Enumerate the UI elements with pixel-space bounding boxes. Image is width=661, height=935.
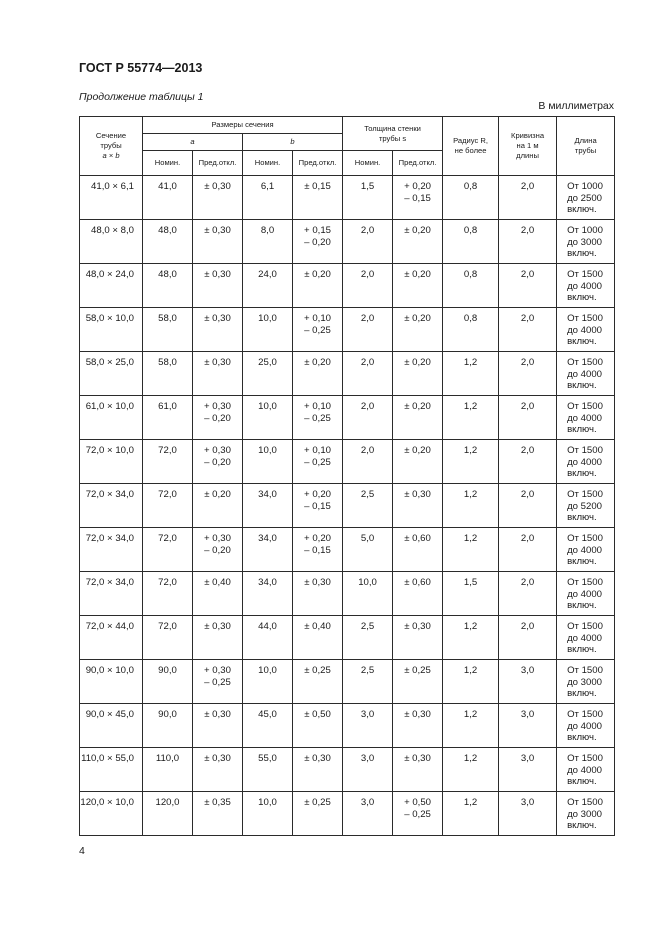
cell-a-deviation-line: + 0,30	[204, 533, 231, 544]
cell-length-line: От 1500	[567, 401, 603, 412]
cell-b-deviation-line: + 0,20	[304, 533, 331, 544]
cell-length-line: От 1500	[567, 665, 603, 676]
cell-b-deviation	[293, 528, 343, 572]
cell-section: 90,0 × 45,0	[80, 704, 143, 748]
cell-length-line: до 3000	[567, 676, 603, 688]
cell-section: 72,0 × 34,0	[80, 528, 143, 572]
cell-a-deviation-line: ± 0,35	[204, 797, 231, 808]
cell-a-nominal: 120,0	[143, 792, 193, 836]
cell-length	[557, 352, 615, 396]
cell-radius: 1,2	[443, 748, 499, 792]
cell-b-deviation-line: + 0,15	[304, 225, 331, 236]
cell-b-nominal: 8,0	[243, 220, 293, 264]
cell-b-nominal: 45,0	[243, 704, 293, 748]
cell-s-nominal: 2,0	[343, 396, 393, 440]
cell-b-nominal: 25,0	[243, 352, 293, 396]
cell-s-nominal: 2,5	[343, 616, 393, 660]
cell-curvature: 2,0	[499, 572, 557, 616]
cell-a-nominal: 72,0	[143, 440, 193, 484]
table-row	[80, 704, 615, 748]
cell-b-deviation-line: ± 0,25	[304, 797, 331, 808]
standard-title: ГОСТ Р 55774—2013	[79, 61, 203, 75]
cell-b-deviation-line: – 0,15	[304, 544, 331, 556]
cell-b-deviation	[293, 616, 343, 660]
cell-s-deviation-line: – 0,25	[404, 808, 431, 820]
cell-length-line: до 4000	[567, 720, 603, 732]
cell-curvature: 2,0	[499, 308, 557, 352]
cell-section: 90,0 × 10,0	[80, 660, 143, 704]
header-wall-thickness: Толщина стенки трубы s	[343, 117, 443, 151]
cell-length-line: От 1500	[567, 577, 603, 588]
cell-radius: 1,2	[443, 484, 499, 528]
cell-b-nominal: 10,0	[243, 660, 293, 704]
cell-length-line: От 1500	[567, 445, 603, 456]
cell-s-deviation	[393, 176, 443, 220]
table-row	[80, 440, 615, 484]
cell-a-deviation-line: + 0,30	[204, 665, 231, 676]
cell-radius: 1,2	[443, 616, 499, 660]
cell-a-deviation-line: ± 0,30	[204, 709, 231, 720]
cell-a-deviation-line: + 0,30	[204, 401, 231, 412]
cell-section: 61,0 × 10,0	[80, 396, 143, 440]
cell-b-nominal: 24,0	[243, 264, 293, 308]
cell-length	[557, 176, 615, 220]
cell-a-nominal: 72,0	[143, 616, 193, 660]
cell-a-nominal: 72,0	[143, 572, 193, 616]
cell-s-nominal: 2,0	[343, 264, 393, 308]
cell-a-deviation-line: – 0,20	[204, 456, 231, 468]
cell-s-deviation	[393, 528, 443, 572]
cell-length-line: до 3000	[567, 808, 603, 820]
cell-s-deviation-line: ± 0,60	[404, 533, 431, 544]
cell-length-line: до 5200	[567, 500, 603, 512]
header-section: Сечение трубы a × b	[80, 117, 143, 176]
table-continuation-caption: Продолжение таблицы 1	[79, 91, 204, 103]
cell-length-line: до 2500	[567, 192, 603, 204]
cell-b-deviation	[293, 660, 343, 704]
header-s-nominal: Номин.	[343, 151, 393, 176]
cell-length-line: включ.	[567, 776, 597, 787]
cell-length-line: до 4000	[567, 412, 603, 424]
cell-a-deviation	[193, 484, 243, 528]
cell-s-deviation-line: ± 0,20	[404, 401, 431, 412]
cell-b-deviation-line: – 0,25	[304, 412, 331, 424]
cell-a-nominal: 72,0	[143, 528, 193, 572]
table-header	[80, 117, 615, 176]
cell-curvature: 3,0	[499, 704, 557, 748]
cell-length-line: включ.	[567, 468, 597, 479]
cell-s-deviation	[393, 660, 443, 704]
cell-s-deviation	[393, 264, 443, 308]
cell-length	[557, 440, 615, 484]
cell-length-line: до 4000	[567, 280, 603, 292]
cell-b-nominal: 10,0	[243, 396, 293, 440]
cell-radius: 1,2	[443, 704, 499, 748]
cell-b-nominal: 10,0	[243, 308, 293, 352]
header-b-nominal: Номин.	[243, 151, 293, 176]
cell-b-deviation	[293, 572, 343, 616]
cell-section: 58,0 × 25,0	[80, 352, 143, 396]
cell-b-deviation-line: + 0,10	[304, 445, 331, 456]
cell-s-deviation-line: + 0,20	[404, 181, 432, 192]
cell-s-nominal: 3,0	[343, 792, 393, 836]
cell-s-deviation	[393, 572, 443, 616]
cell-a-deviation-line: ± 0,30	[204, 313, 231, 324]
cell-b-deviation	[293, 440, 343, 484]
cell-curvature: 2,0	[499, 352, 557, 396]
table-row	[80, 176, 615, 220]
cell-length-line: до 4000	[567, 632, 603, 644]
cell-length	[557, 264, 615, 308]
cell-b-deviation	[293, 264, 343, 308]
cell-length-line: От 1500	[567, 621, 603, 632]
cell-radius: 1,2	[443, 396, 499, 440]
cell-length	[557, 396, 615, 440]
table-row	[80, 572, 615, 616]
cell-a-deviation-line: ± 0,30	[204, 225, 231, 236]
cell-radius: 1,2	[443, 660, 499, 704]
table-body	[80, 176, 615, 836]
cell-s-deviation-line: – 0,15	[404, 192, 431, 204]
cell-b-deviation-line: ± 0,30	[304, 753, 331, 764]
cell-a-nominal: 48,0	[143, 264, 193, 308]
cell-a-deviation	[193, 792, 243, 836]
cell-length-line: включ.	[567, 512, 597, 523]
cell-b-deviation-line: ± 0,30	[304, 577, 331, 588]
header-b-deviation: Пред.откл.	[293, 151, 343, 176]
cell-b-deviation-line: – 0,15	[304, 500, 331, 512]
dimensions-table	[79, 116, 615, 836]
cell-length-line: включ.	[567, 204, 597, 215]
header-radius: Радиус R, не более	[443, 117, 499, 176]
cell-length-line: От 1500	[567, 709, 603, 720]
cell-length-line: включ.	[567, 248, 597, 259]
cell-b-deviation	[293, 396, 343, 440]
cell-s-deviation	[393, 440, 443, 484]
cell-curvature: 3,0	[499, 792, 557, 836]
cell-length-line: включ.	[567, 820, 597, 831]
cell-s-deviation-line: ± 0,30	[404, 621, 431, 632]
cell-b-deviation	[293, 484, 343, 528]
cell-section: 48,0 × 24,0	[80, 264, 143, 308]
cell-a-deviation	[193, 264, 243, 308]
cell-radius: 0,8	[443, 264, 499, 308]
cell-curvature: 2,0	[499, 484, 557, 528]
cell-a-deviation	[193, 176, 243, 220]
cell-length-line: От 1000	[567, 225, 603, 236]
cell-b-deviation-line: ± 0,20	[304, 269, 331, 280]
cell-radius: 1,2	[443, 352, 499, 396]
cell-curvature: 2,0	[499, 396, 557, 440]
table-row	[80, 660, 615, 704]
cell-s-nominal: 2,0	[343, 440, 393, 484]
cell-length-line: От 1000	[567, 181, 603, 192]
cell-curvature: 2,0	[499, 176, 557, 220]
header-section-sizes: Размеры сечения	[143, 117, 343, 134]
cell-a-nominal: 41,0	[143, 176, 193, 220]
cell-b-nominal: 34,0	[243, 528, 293, 572]
cell-radius: 1,2	[443, 528, 499, 572]
cell-a-deviation-line: + 0,30	[204, 445, 231, 456]
cell-a-deviation	[193, 704, 243, 748]
cell-section: 41,0 × 6,1	[80, 176, 143, 220]
header-a-deviation: Пред.откл.	[193, 151, 243, 176]
cell-s-nominal: 5,0	[343, 528, 393, 572]
cell-b-nominal: 10,0	[243, 792, 293, 836]
table-row	[80, 396, 615, 440]
cell-a-deviation	[193, 660, 243, 704]
cell-length-line: От 1500	[567, 753, 603, 764]
cell-b-nominal: 34,0	[243, 572, 293, 616]
cell-s-nominal: 10,0	[343, 572, 393, 616]
units-note: В миллиметрах	[538, 100, 614, 112]
cell-length-line: включ.	[567, 644, 597, 655]
cell-length	[557, 484, 615, 528]
cell-radius: 0,8	[443, 308, 499, 352]
cell-radius: 1,5	[443, 572, 499, 616]
cell-s-deviation-line: ± 0,25	[404, 665, 431, 676]
cell-length-line: до 4000	[567, 368, 603, 380]
cell-length-line: включ.	[567, 556, 597, 567]
cell-curvature: 2,0	[499, 528, 557, 572]
cell-radius: 1,2	[443, 792, 499, 836]
cell-length-line: до 4000	[567, 456, 603, 468]
cell-a-nominal: 58,0	[143, 308, 193, 352]
cell-b-deviation-line: – 0,25	[304, 324, 331, 336]
table-row	[80, 220, 615, 264]
cell-s-deviation	[393, 748, 443, 792]
cell-curvature: 2,0	[499, 264, 557, 308]
cell-length-line: включ.	[567, 380, 597, 391]
cell-length	[557, 704, 615, 748]
cell-b-deviation-line: ± 0,25	[304, 665, 331, 676]
cell-a-deviation	[193, 220, 243, 264]
cell-section: 48,0 × 8,0	[80, 220, 143, 264]
cell-length-line: От 1500	[567, 269, 603, 280]
cell-curvature: 2,0	[499, 440, 557, 484]
cell-a-nominal: 48,0	[143, 220, 193, 264]
cell-s-deviation-line: ± 0,60	[404, 577, 431, 588]
cell-a-nominal: 58,0	[143, 352, 193, 396]
table-row	[80, 352, 615, 396]
cell-a-deviation-line: ± 0,40	[204, 577, 231, 588]
cell-length-line: включ.	[567, 688, 597, 699]
cell-a-deviation-line: ± 0,30	[204, 621, 231, 632]
cell-section: 120,0 × 10,0	[80, 792, 143, 836]
cell-curvature: 2,0	[499, 220, 557, 264]
cell-b-deviation-line: ± 0,20	[304, 357, 331, 368]
cell-s-deviation	[393, 352, 443, 396]
cell-length-line: включ.	[567, 292, 597, 303]
cell-s-deviation-line: + 0,50	[404, 797, 432, 808]
cell-s-nominal: 2,0	[343, 352, 393, 396]
cell-s-nominal: 2,5	[343, 660, 393, 704]
cell-a-deviation	[193, 440, 243, 484]
cell-a-deviation-line: ± 0,30	[204, 269, 231, 280]
cell-section: 72,0 × 34,0	[80, 572, 143, 616]
header-s-deviation: Пред.откл.	[393, 151, 443, 176]
cell-length-line: до 4000	[567, 588, 603, 600]
cell-s-nominal: 3,0	[343, 704, 393, 748]
cell-length-line: От 1500	[567, 489, 603, 500]
cell-b-nominal: 34,0	[243, 484, 293, 528]
cell-a-deviation-line: ± 0,30	[204, 753, 231, 764]
cell-length	[557, 748, 615, 792]
cell-b-deviation	[293, 704, 343, 748]
cell-a-deviation	[193, 528, 243, 572]
cell-a-deviation-line: – 0,20	[204, 412, 231, 424]
cell-b-deviation	[293, 352, 343, 396]
cell-b-deviation-line: ± 0,15	[304, 181, 331, 192]
cell-b-deviation-line: – 0,25	[304, 456, 331, 468]
cell-a-deviation-line: ± 0,20	[204, 489, 231, 500]
table-row	[80, 264, 615, 308]
cell-b-deviation-line: + 0,20	[304, 489, 331, 500]
cell-curvature: 3,0	[499, 660, 557, 704]
cell-s-deviation	[393, 792, 443, 836]
table-row	[80, 792, 615, 836]
cell-b-deviation-line: + 0,10	[304, 401, 331, 412]
cell-section: 72,0 × 10,0	[80, 440, 143, 484]
cell-a-deviation-line: – 0,25	[204, 676, 231, 688]
cell-a-deviation-line: – 0,20	[204, 544, 231, 556]
cell-a-deviation	[193, 616, 243, 660]
cell-length-line: включ.	[567, 424, 597, 435]
header-length: Длина трубы	[557, 117, 615, 176]
cell-b-nominal: 6,1	[243, 176, 293, 220]
cell-a-nominal: 90,0	[143, 704, 193, 748]
cell-s-deviation	[393, 308, 443, 352]
table-row	[80, 748, 615, 792]
cell-length	[557, 660, 615, 704]
cell-a-nominal: 110,0	[143, 748, 193, 792]
cell-b-deviation	[293, 220, 343, 264]
cell-length-line: От 1500	[567, 313, 603, 324]
cell-b-deviation	[293, 308, 343, 352]
cell-b-deviation	[293, 176, 343, 220]
cell-a-deviation	[193, 308, 243, 352]
cell-length-line: до 3000	[567, 236, 603, 248]
cell-length-line: включ.	[567, 336, 597, 347]
cell-b-nominal: 10,0	[243, 440, 293, 484]
cell-s-deviation-line: ± 0,20	[404, 445, 431, 456]
cell-radius: 1,2	[443, 440, 499, 484]
cell-s-deviation	[393, 396, 443, 440]
cell-s-deviation	[393, 484, 443, 528]
cell-b-nominal: 44,0	[243, 616, 293, 660]
cell-a-nominal: 61,0	[143, 396, 193, 440]
cell-section: 110,0 × 55,0	[80, 748, 143, 792]
cell-curvature: 2,0	[499, 616, 557, 660]
cell-length-line: От 1500	[567, 533, 603, 544]
table-row	[80, 616, 615, 660]
cell-section: 72,0 × 44,0	[80, 616, 143, 660]
cell-b-deviation-line: ± 0,40	[304, 621, 331, 632]
cell-curvature: 3,0	[499, 748, 557, 792]
cell-a-deviation	[193, 352, 243, 396]
cell-b-nominal: 55,0	[243, 748, 293, 792]
cell-length-line: до 4000	[567, 764, 603, 776]
cell-length	[557, 220, 615, 264]
cell-a-nominal: 72,0	[143, 484, 193, 528]
cell-b-deviation	[293, 748, 343, 792]
cell-s-deviation-line: ± 0,20	[404, 269, 431, 280]
cell-s-deviation-line: ± 0,20	[404, 357, 431, 368]
cell-radius: 0,8	[443, 176, 499, 220]
table-row	[80, 308, 615, 352]
cell-s-deviation-line: ± 0,30	[404, 753, 431, 764]
cell-a-deviation	[193, 396, 243, 440]
cell-s-deviation	[393, 220, 443, 264]
cell-length-line: От 1500	[567, 797, 603, 808]
cell-a-deviation-line: ± 0,30	[204, 357, 231, 368]
cell-b-deviation	[293, 792, 343, 836]
table-row	[80, 484, 615, 528]
cell-length	[557, 528, 615, 572]
cell-s-nominal: 3,0	[343, 748, 393, 792]
cell-s-deviation-line: ± 0,20	[404, 313, 431, 324]
cell-a-nominal: 90,0	[143, 660, 193, 704]
cell-s-nominal: 2,0	[343, 220, 393, 264]
cell-s-nominal: 2,0	[343, 308, 393, 352]
cell-b-deviation-line: + 0,10	[304, 313, 331, 324]
cell-s-nominal: 2,5	[343, 484, 393, 528]
cell-a-deviation	[193, 572, 243, 616]
cell-s-deviation	[393, 616, 443, 660]
cell-length-line: включ.	[567, 732, 597, 743]
header-a: a	[143, 134, 243, 151]
table-row	[80, 528, 615, 572]
cell-radius: 0,8	[443, 220, 499, 264]
cell-length-line: до 4000	[567, 544, 603, 556]
cell-b-deviation-line: – 0,20	[304, 236, 331, 248]
cell-length	[557, 616, 615, 660]
cell-s-nominal: 1,5	[343, 176, 393, 220]
cell-a-deviation	[193, 748, 243, 792]
cell-length-line: включ.	[567, 600, 597, 611]
cell-s-deviation-line: ± 0,30	[404, 489, 431, 500]
cell-b-deviation-line: ± 0,50	[304, 709, 331, 720]
cell-length-line: до 4000	[567, 324, 603, 336]
cell-length	[557, 572, 615, 616]
header-curvature: Кривизна на 1 м длины	[499, 117, 557, 176]
cell-length	[557, 308, 615, 352]
cell-section: 58,0 × 10,0	[80, 308, 143, 352]
cell-s-deviation-line: ± 0,30	[404, 709, 431, 720]
cell-length	[557, 792, 615, 836]
cell-section: 72,0 × 34,0	[80, 484, 143, 528]
page-number: 4	[79, 845, 85, 857]
header-b: b	[243, 134, 343, 151]
cell-s-deviation-line: ± 0,20	[404, 225, 431, 236]
cell-a-deviation-line: ± 0,30	[204, 181, 231, 192]
header-a-nominal: Номин.	[143, 151, 193, 176]
cell-s-deviation	[393, 704, 443, 748]
cell-length-line: От 1500	[567, 357, 603, 368]
